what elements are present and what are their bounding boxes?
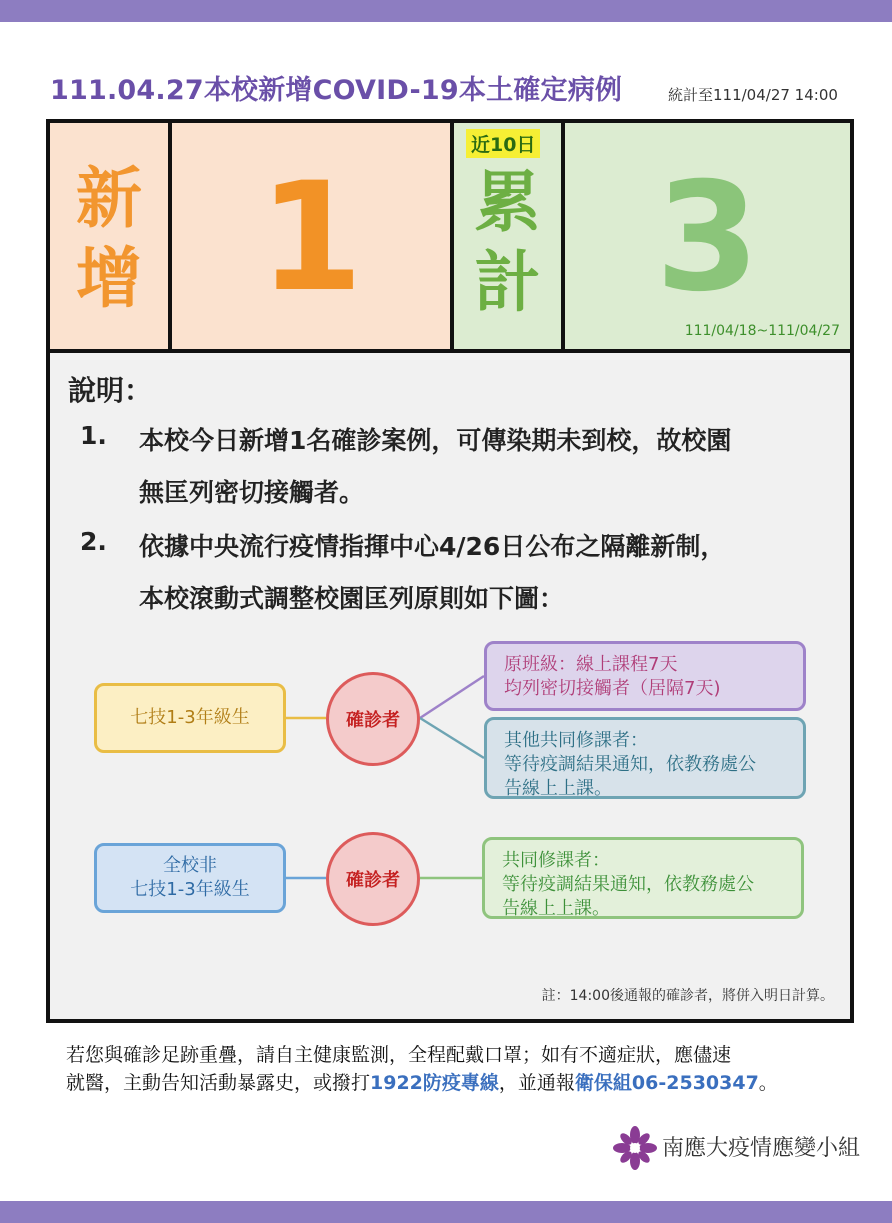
group1-other-outcome: 其他共同修課者： 等待疫調結果通知，依教務處公 告線上上課。 (484, 717, 806, 799)
item-text: 無匡列密切接觸者。 (139, 478, 365, 507)
new-label: 新 增 (76, 160, 142, 317)
group2-source-box: 全校非 七技1-3年級生 (94, 843, 286, 913)
advice-line: 就醫，主動告知活動暴露史，或撥打1922防疫專線，並通報衛保組06-2530347。 (66, 1072, 778, 1094)
cumulative-count: 3 (655, 151, 760, 325)
item-text: 本校滾動式調整校園匡列原則如下圖： (139, 584, 565, 613)
item-text: 依據中央流行疫情指揮中心4/26日公布之隔離新制， (139, 532, 726, 561)
explanation-heading: 說明： (68, 374, 153, 407)
advice-line: 若您與確診足跡重疊，請自主健康監測，全程配戴口罩；如有不適症狀，應儘速 (66, 1044, 732, 1066)
footnote: 註：14:00後通報的確診者，將併入明日計算。 (541, 988, 834, 1004)
new-count: 1 (258, 151, 364, 325)
group2-outcome: 共同修課者： 等待疫調結果通知，依教務處公 告線上上課。 (482, 837, 804, 919)
bottom-band (0, 1201, 892, 1223)
item-text: 本校今日新增1名確診案例，可傳染期未到校，故校園 (139, 426, 732, 455)
flower-logo-icon (612, 1125, 658, 1171)
connector-line (420, 676, 484, 718)
cumulative-label: 累 計 (474, 164, 541, 321)
page-title: 111.04.27本校新增COVID-19本土確定病例 (50, 75, 623, 106)
case-board (46, 119, 854, 1023)
ten-day-badge: 近10日 (466, 129, 540, 158)
group1-source-box: 七技1-3年級生 (94, 683, 286, 753)
date-range: 111/04/18~111/04/27 (684, 323, 840, 339)
contact-phone: 衛保組06-2530347 (574, 1072, 759, 1094)
org-name: 南應大疫情應變小組 (662, 1136, 861, 1161)
top-band (0, 0, 892, 22)
stat-time: 統計至111/04/27 14:00 (668, 86, 838, 104)
confirmed-case-node: 確診者 (326, 832, 420, 926)
item-number: 1. (80, 421, 107, 450)
hotline-link: 1922防疫專線 (370, 1072, 499, 1094)
confirmed-case-node: 確診者 (326, 672, 420, 766)
item-number: 2. (80, 527, 107, 556)
group1-class-outcome: 原班級：線上課程7天 均列密切接觸者（居隔7天) (484, 641, 806, 711)
connector-line (420, 718, 484, 758)
